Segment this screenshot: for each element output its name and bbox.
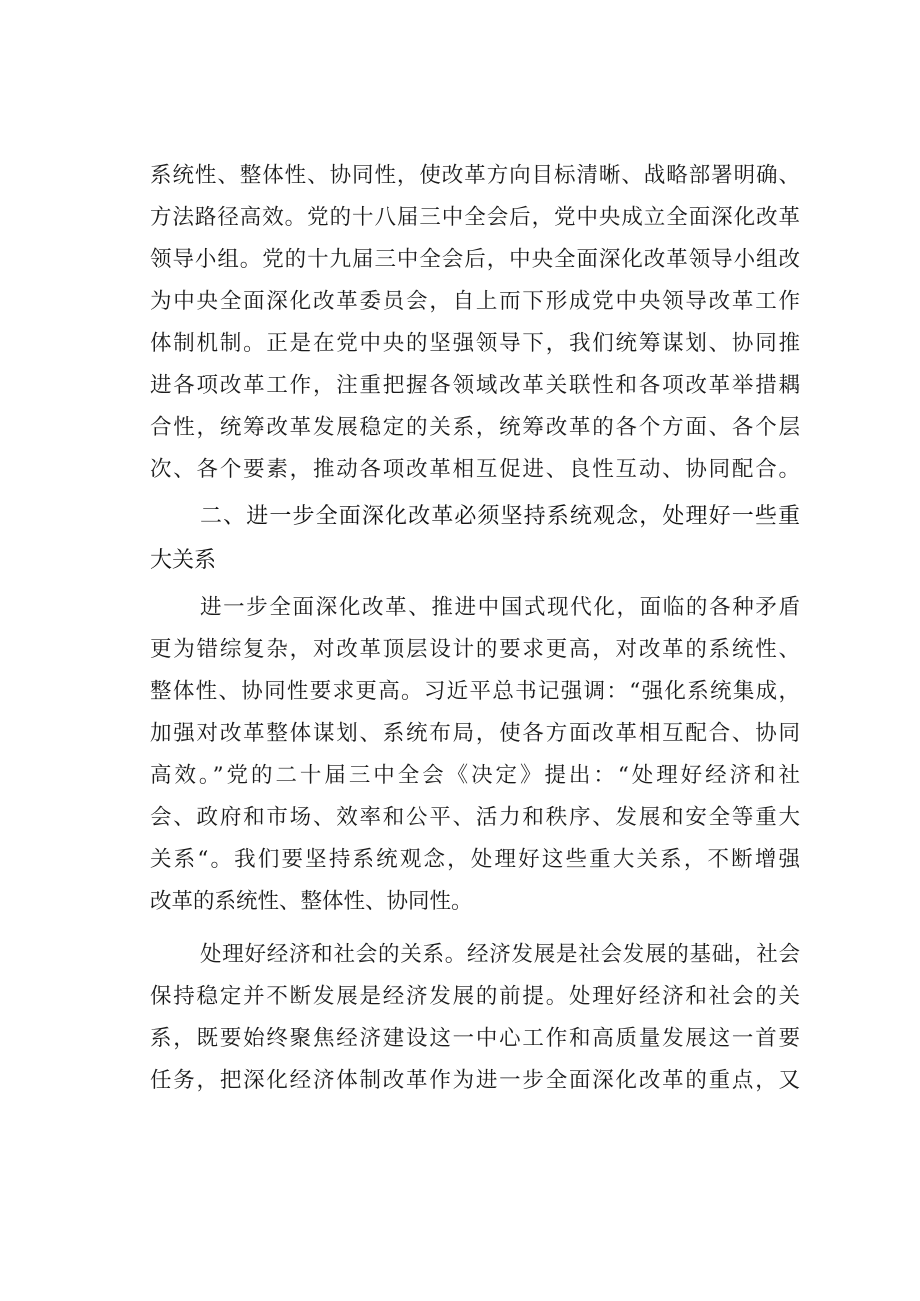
- paragraph-line: 加强对改革整体谋划、系统布局，使各方面改革相互配合、协同: [150, 721, 800, 746]
- paragraph-line: 为中央全面深化改革委员会，自上而下形成党中央领导改革工作: [150, 289, 800, 314]
- paragraph-line: 方法路径高效。党的十八届三中全会后，党中央成立全面深化改革: [150, 205, 800, 230]
- paragraph-line: 合性，统筹改革发展稳定的关系，统筹改革的各个方面、各个层: [150, 415, 800, 440]
- paragraph-line: 任务，把深化经济体制改革作为进一步全面深化改革的重点，又: [150, 1068, 800, 1093]
- paragraph-line: 系统性、整体性、协同性，使改革方向目标清晰、战略部署明确、: [150, 163, 800, 188]
- paragraph-line: 更为错综复杂，对改革顶层设计的要求更高，对改革的系统性、: [150, 637, 800, 662]
- paragraph-line: 会、政府和市场、效率和公平、活力和秩序、发展和安全等重大: [150, 805, 800, 830]
- paragraph-line: 进各项改革工作，注重把握各领域改革关联性和各项改革举措耦: [150, 373, 800, 398]
- paragraph-line: 保持稳定并不断发展是经济发展的前提。处理好经济和社会的关: [150, 984, 800, 1009]
- heading-line: 大关系: [150, 548, 217, 573]
- paragraph-line: 次、各个要素，推动各项改革相互促进、良性互动、协同配合。: [150, 457, 800, 482]
- paragraph-line: 处理好经济和社会的关系。经济发展是社会发展的基础，社会: [200, 942, 800, 967]
- paragraph-line: 整体性、协同性要求更高。习近平总书记强调：“强化系统集成，: [150, 679, 800, 704]
- paragraph-line: 高效。”党的二十届三中全会《决定》提出：“处理好经济和社: [150, 763, 800, 788]
- heading-line: 二、进一步全面深化改革必须坚持系统观念，处理好一些重: [200, 504, 800, 529]
- paragraph-line: 关系“。我们要坚持系统观念，处理好这些重大关系，不断增强: [150, 847, 800, 872]
- paragraph-line: 进一步全面深化改革、推进中国式现代化，面临的各种矛盾: [200, 595, 800, 620]
- paragraph-line: 领导小组。党的十九届三中全会后，中央全面深化改革领导小组改: [150, 247, 800, 272]
- paragraph-line: 系，既要始终聚焦经济建设这一中心工作和高质量发展这一首要: [150, 1026, 800, 1051]
- paragraph-line: 体制机制。正是在党中央的坚强领导下，我们统筹谋划、协同推: [150, 331, 800, 356]
- paragraph-line: 改革的系统性、整体性、协同性。: [150, 889, 473, 914]
